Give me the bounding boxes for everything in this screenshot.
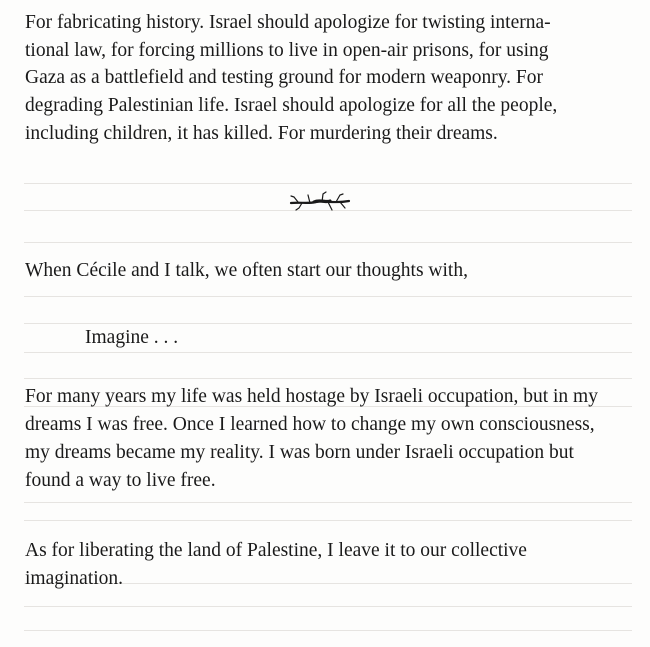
text-line: As for liberating the land of Palestine, I leave it to our collective [25,540,527,561]
text-line: dreams I was free. Once I learned how to change my own consciousness, [25,414,595,435]
text-line: tional law, for forcing millions to live in open-air prisons, for using [25,40,549,61]
text-line: imagination. [25,568,124,589]
text-line: For fabricating history. Israel should apologize for twisting interna- [25,12,551,33]
text-line: Gaza as a battlefield and testing ground for modern weaponry. For [25,67,544,88]
paragraph-2: When Cécile and I talk, we often start our thoughts with, [25,260,468,281]
paragraph-3: Imagine . . . [85,327,179,348]
text-line: including children, it has killed. For murdering their dreams. [25,123,498,144]
branch-ornament-icon [288,190,352,216]
text-line: For many years my life was held hostage by Israeli occupation, but in my [25,386,598,407]
text-line: degrading Palestinian life. Israel should apologize for all the people, [25,95,558,116]
text-line: found a way to live free. [25,470,216,491]
text-line: my dreams became my reality. I was born under Israeli occupation but [25,442,574,463]
